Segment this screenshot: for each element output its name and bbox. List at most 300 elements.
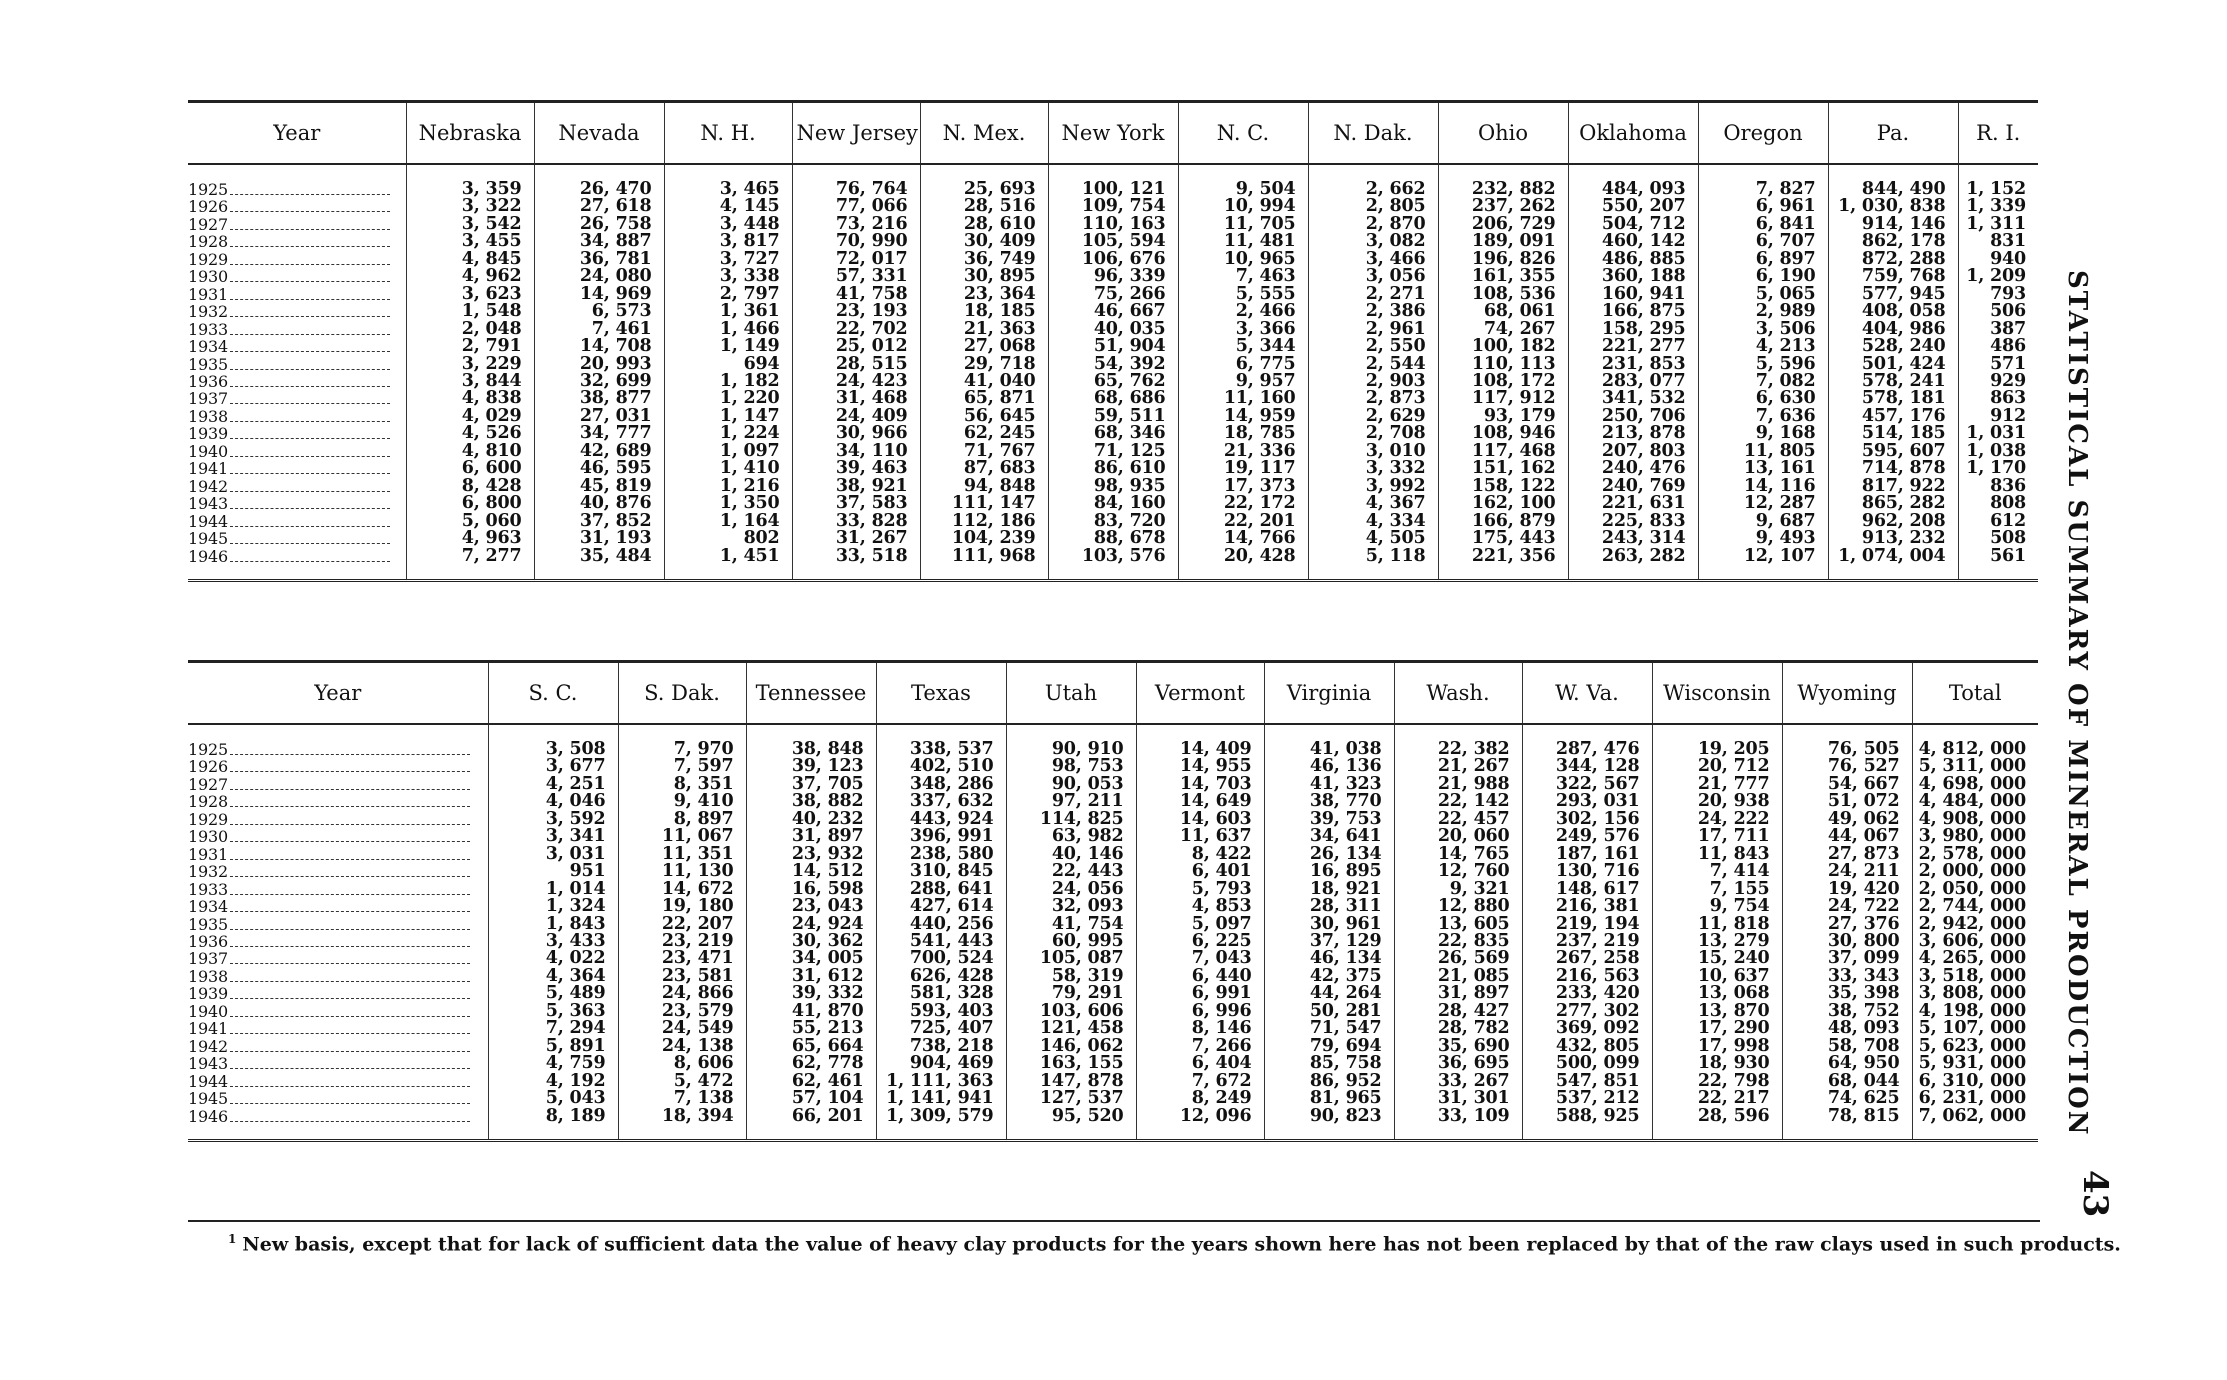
leader-dots [230, 428, 390, 439]
value-cell: 14, 959 [1178, 408, 1308, 425]
value-cell: 72, 017 [792, 251, 920, 268]
value-cell: 402, 510 [876, 758, 1006, 775]
value-cell: 23, 193 [792, 303, 920, 320]
table-row [188, 1038, 2038, 1055]
value-cell: 187, 161 [1522, 846, 1652, 863]
value-cell: 427, 614 [876, 898, 1006, 915]
value-cell: 914, 146 [1828, 216, 1958, 233]
value-cell: 12, 096 [1136, 1108, 1264, 1141]
leader-dots [230, 254, 390, 265]
value-cell: 547, 851 [1522, 1073, 1652, 1090]
column-header-year: Year [273, 121, 321, 145]
value-cell: 578, 241 [1828, 373, 1958, 390]
state-values-table-top [188, 100, 2038, 582]
value-cell: 432, 805 [1522, 1038, 1652, 1055]
value-cell: 22, 382 [1394, 724, 1522, 758]
value-cell: 3, 808, 000 [1912, 985, 2038, 1002]
value-cell: 10, 637 [1652, 968, 1782, 985]
value-cell: 1, 038 [1958, 443, 2038, 460]
value-cell: 36, 749 [920, 251, 1048, 268]
running-title [2062, 270, 2122, 1137]
value-cell: 4, 853 [1136, 898, 1264, 915]
value-cell: 50, 281 [1264, 1003, 1394, 1020]
value-cell: 443, 924 [876, 811, 1006, 828]
column-header: Wash. [1394, 662, 1522, 725]
table-row [188, 548, 2038, 581]
year-cell [188, 338, 406, 355]
value-cell: 3, 542 [406, 216, 534, 233]
value-cell: 19, 205 [1652, 724, 1782, 758]
value-cell: 20, 938 [1652, 793, 1782, 810]
year-cell [188, 425, 406, 442]
value-cell: 18, 185 [920, 303, 1048, 320]
value-cell: 3, 229 [406, 356, 534, 373]
value-cell: 2, 805 [1308, 198, 1438, 215]
value-cell: 40, 146 [1006, 846, 1136, 863]
value-cell: 41, 038 [1264, 724, 1394, 758]
year-label: 1945 [188, 530, 228, 548]
value-cell: 1, 149 [664, 338, 792, 355]
value-cell: 8, 428 [406, 478, 534, 495]
value-cell: 4, 046 [488, 793, 618, 810]
leader-dots [230, 341, 390, 352]
table-row [188, 758, 2038, 775]
value-cell: 21, 363 [920, 321, 1048, 338]
year-cell [188, 513, 406, 530]
value-cell: 4, 334 [1308, 513, 1438, 530]
value-cell: 22, 835 [1394, 933, 1522, 950]
value-cell: 577, 945 [1828, 286, 1958, 303]
value-cell: 85, 758 [1264, 1055, 1394, 1072]
value-cell: 5, 043 [488, 1090, 618, 1107]
value-cell: 5, 489 [488, 985, 618, 1002]
value-cell: 231, 853 [1568, 356, 1698, 373]
leader-dots [230, 184, 390, 195]
leader-dots [230, 306, 390, 317]
value-cell: 5, 931, 000 [1912, 1055, 2038, 1072]
table-row [188, 1090, 2038, 1107]
table-header-row [188, 662, 2038, 725]
value-cell: 38, 882 [746, 793, 876, 810]
value-cell: 5, 065 [1698, 286, 1828, 303]
value-cell: 38, 848 [746, 724, 876, 758]
value-cell: 4, 838 [406, 390, 534, 407]
year-cell [188, 286, 406, 303]
value-cell: 158, 122 [1438, 478, 1568, 495]
value-cell: 338, 537 [876, 724, 1006, 758]
year-label: 1935 [188, 355, 228, 373]
value-cell: 588, 925 [1522, 1108, 1652, 1141]
value-cell: 2, 870 [1308, 216, 1438, 233]
table-row [188, 513, 2038, 530]
value-cell: 21, 777 [1652, 776, 1782, 793]
value-cell: 41, 323 [1264, 776, 1394, 793]
value-cell: 26, 569 [1394, 950, 1522, 967]
year-cell [188, 828, 488, 845]
value-cell: 68, 686 [1048, 390, 1178, 407]
value-cell: 2, 942, 000 [1912, 916, 2038, 933]
value-cell: 25, 693 [920, 164, 1048, 198]
value-cell: 75, 266 [1048, 286, 1178, 303]
value-cell: 322, 567 [1522, 776, 1652, 793]
value-cell: 612 [1958, 513, 2038, 530]
value-cell: 189, 091 [1438, 233, 1568, 250]
leader-dots [230, 744, 470, 755]
value-cell: 2, 903 [1308, 373, 1438, 390]
value-cell: 41, 870 [746, 1003, 876, 1020]
value-cell: 62, 778 [746, 1055, 876, 1072]
year-label: 1936 [188, 932, 228, 951]
value-cell: 240, 769 [1568, 478, 1698, 495]
value-cell: 6, 404 [1136, 1055, 1264, 1072]
value-cell: 34, 110 [792, 443, 920, 460]
value-cell: 14, 672 [618, 881, 746, 898]
year-cell [188, 443, 406, 460]
value-cell: 2, 629 [1308, 408, 1438, 425]
value-cell: 7, 597 [618, 758, 746, 775]
value-cell: 162, 100 [1438, 495, 1568, 512]
table-row [188, 268, 2038, 285]
value-cell: 79, 291 [1006, 985, 1136, 1002]
value-cell: 344, 128 [1522, 758, 1652, 775]
value-cell: 49, 062 [1782, 811, 1912, 828]
value-cell: 2, 048 [406, 321, 534, 338]
value-cell: 14, 512 [746, 863, 876, 880]
value-cell: 37, 705 [746, 776, 876, 793]
value-cell: 484, 093 [1568, 164, 1698, 198]
value-cell: 6, 775 [1178, 356, 1308, 373]
value-cell: 4, 364 [488, 968, 618, 985]
value-cell: 33, 267 [1394, 1073, 1522, 1090]
value-cell: 86, 952 [1264, 1073, 1394, 1090]
table-row [188, 356, 2038, 373]
value-cell: 28, 516 [920, 198, 1048, 215]
table-row [188, 321, 2038, 338]
value-cell: 3, 465 [664, 164, 792, 198]
leader-dots [230, 516, 390, 527]
value-cell: 37, 099 [1782, 950, 1912, 967]
value-cell: 24, 423 [792, 373, 920, 390]
value-cell: 4, 265, 000 [1912, 950, 2038, 967]
column-header-year: Year [314, 681, 362, 705]
value-cell: 6, 573 [534, 303, 664, 320]
value-cell: 60, 995 [1006, 933, 1136, 950]
value-cell: 700, 524 [876, 950, 1006, 967]
value-cell: 5, 623, 000 [1912, 1038, 2038, 1055]
value-cell: 36, 781 [534, 251, 664, 268]
value-cell: 88, 678 [1048, 530, 1178, 547]
value-cell: 90, 053 [1006, 776, 1136, 793]
value-cell: 5, 891 [488, 1038, 618, 1055]
value-cell: 486 [1958, 338, 2038, 355]
value-cell: 4, 963 [406, 530, 534, 547]
value-cell: 2, 466 [1178, 303, 1308, 320]
value-cell: 3, 433 [488, 933, 618, 950]
value-cell: 387 [1958, 321, 2038, 338]
value-cell: 103, 576 [1048, 548, 1178, 581]
value-cell: 71, 125 [1048, 443, 1178, 460]
value-cell: 940 [1958, 251, 2038, 268]
value-cell: 7, 414 [1652, 863, 1782, 880]
column-header: Wisconsin [1652, 662, 1782, 725]
value-cell: 55, 213 [746, 1020, 876, 1037]
value-cell: 38, 877 [534, 390, 664, 407]
value-cell: 7, 636 [1698, 408, 1828, 425]
value-cell: 802 [664, 530, 792, 547]
value-cell: 7, 062, 000 [1912, 1108, 2038, 1141]
value-cell: 5, 363 [488, 1003, 618, 1020]
leader-dots [230, 919, 470, 930]
value-cell: 27, 068 [920, 338, 1048, 355]
value-cell: 127, 537 [1006, 1090, 1136, 1107]
column-header: N. Dak. [1308, 102, 1438, 165]
value-cell: 9, 754 [1652, 898, 1782, 915]
value-cell: 4, 759 [488, 1055, 618, 1072]
value-cell: 22, 207 [618, 916, 746, 933]
value-cell: 486, 885 [1568, 251, 1698, 268]
column-header: Oregon [1698, 102, 1828, 165]
value-cell: 148, 617 [1522, 881, 1652, 898]
value-cell: 39, 332 [746, 985, 876, 1002]
column-header: Nevada [534, 102, 664, 165]
value-cell: 38, 921 [792, 478, 920, 495]
value-cell: 7, 082 [1698, 373, 1828, 390]
value-cell: 8, 897 [618, 811, 746, 828]
value-cell: 104, 239 [920, 530, 1048, 547]
value-cell: 68, 346 [1048, 425, 1178, 442]
value-cell: 106, 676 [1048, 251, 1178, 268]
value-cell: 166, 875 [1568, 303, 1698, 320]
value-cell: 1, 014 [488, 881, 618, 898]
value-cell: 111, 147 [920, 495, 1048, 512]
value-cell: 17, 373 [1178, 478, 1308, 495]
value-cell: 3, 448 [664, 216, 792, 233]
year-cell [188, 321, 406, 338]
column-header: Texas [876, 662, 1006, 725]
column-header: N. Mex. [920, 102, 1048, 165]
value-cell: 216, 381 [1522, 898, 1652, 915]
table-row [188, 933, 2038, 950]
value-cell: 504, 712 [1568, 216, 1698, 233]
value-cell: 836 [1958, 478, 2038, 495]
year-label: 1938 [188, 967, 228, 986]
year-label: 1925 [188, 740, 228, 759]
value-cell: 35, 398 [1782, 985, 1912, 1002]
year-cell [188, 530, 406, 547]
value-cell: 46, 136 [1264, 758, 1394, 775]
value-cell: 1, 141, 941 [876, 1090, 1006, 1107]
year-cell [188, 724, 488, 758]
value-cell: 506 [1958, 303, 2038, 320]
value-cell: 11, 843 [1652, 846, 1782, 863]
value-cell: 17, 290 [1652, 1020, 1782, 1037]
year-cell [188, 950, 488, 967]
value-cell: 1, 111, 363 [876, 1073, 1006, 1090]
value-cell: 20, 428 [1178, 548, 1308, 581]
value-cell: 97, 211 [1006, 793, 1136, 810]
value-cell: 30, 895 [920, 268, 1048, 285]
value-cell: 62, 461 [746, 1073, 876, 1090]
value-cell: 2, 961 [1308, 321, 1438, 338]
value-cell: 26, 134 [1264, 846, 1394, 863]
value-cell: 508 [1958, 530, 2038, 547]
value-cell: 4, 505 [1308, 530, 1438, 547]
year-cell [188, 251, 406, 268]
footnote-rule [188, 1220, 2040, 1222]
value-cell: 3, 677 [488, 758, 618, 775]
value-cell: 27, 873 [1782, 846, 1912, 863]
value-cell: 46, 134 [1264, 950, 1394, 967]
year-cell [188, 846, 488, 863]
value-cell: 2, 550 [1308, 338, 1438, 355]
value-cell: 3, 606, 000 [1912, 933, 2038, 950]
value-cell: 237, 219 [1522, 933, 1652, 950]
value-cell: 1, 164 [664, 513, 792, 530]
value-cell: 237, 262 [1438, 198, 1568, 215]
value-cell: 158, 295 [1568, 321, 1698, 338]
value-cell: 96, 339 [1048, 268, 1178, 285]
value-cell: 1, 074, 004 [1828, 548, 1958, 581]
value-cell: 5, 107, 000 [1912, 1020, 2038, 1037]
value-cell: 221, 631 [1568, 495, 1698, 512]
leader-dots [230, 761, 470, 772]
value-cell: 8, 249 [1136, 1090, 1264, 1107]
value-cell: 18, 394 [618, 1108, 746, 1141]
value-cell: 40, 876 [534, 495, 664, 512]
value-cell: 6, 440 [1136, 968, 1264, 985]
value-cell: 3, 844 [406, 373, 534, 390]
value-cell: 87, 683 [920, 460, 1048, 477]
value-cell: 30, 362 [746, 933, 876, 950]
value-cell: 3, 455 [406, 233, 534, 250]
value-cell: 4, 526 [406, 425, 534, 442]
leader-dots [230, 1111, 470, 1122]
value-cell: 8, 606 [618, 1055, 746, 1072]
value-cell: 1, 843 [488, 916, 618, 933]
year-label: 1939 [188, 425, 228, 443]
value-cell: 714, 878 [1828, 460, 1958, 477]
value-cell: 221, 356 [1438, 548, 1568, 581]
year-cell [188, 776, 488, 793]
value-cell: 121, 458 [1006, 1020, 1136, 1037]
year-label: 1930 [188, 268, 228, 286]
value-cell: 561 [1958, 548, 2038, 581]
value-cell: 206, 729 [1438, 216, 1568, 233]
year-cell [188, 968, 488, 985]
table-row [188, 1020, 2038, 1037]
value-cell: 65, 664 [746, 1038, 876, 1055]
value-cell: 3, 056 [1308, 268, 1438, 285]
leader-dots [230, 936, 470, 947]
value-cell: 40, 035 [1048, 321, 1178, 338]
value-cell: 7, 277 [406, 548, 534, 581]
year-label: 1932 [188, 863, 228, 881]
value-cell: 9, 493 [1698, 530, 1828, 547]
value-cell: 369, 092 [1522, 1020, 1652, 1037]
year-label: 1931 [188, 285, 228, 304]
value-cell: 20, 060 [1394, 828, 1522, 845]
value-cell: 26, 470 [534, 164, 664, 198]
value-cell: 59, 511 [1048, 408, 1178, 425]
value-cell: 54, 667 [1782, 776, 1912, 793]
value-cell: 11, 705 [1178, 216, 1308, 233]
value-cell: 3, 980, 000 [1912, 828, 2038, 845]
value-cell: 593, 403 [876, 1003, 1006, 1020]
value-cell: 48, 093 [1782, 1020, 1912, 1037]
value-cell: 2, 271 [1308, 286, 1438, 303]
running-title-text: STATISTICAL SUMMARY OF MINERAL PRODUCTION [2062, 270, 2092, 1137]
value-cell: 4, 367 [1308, 495, 1438, 512]
year-label: 1937 [188, 390, 228, 408]
value-cell: 11, 637 [1136, 828, 1264, 845]
value-cell: 29, 718 [920, 356, 1048, 373]
value-cell: 725, 407 [876, 1020, 1006, 1037]
leader-dots [230, 498, 390, 509]
value-cell: 4, 845 [406, 251, 534, 268]
value-cell: 2, 050, 000 [1912, 881, 2038, 898]
value-cell: 1, 548 [406, 303, 534, 320]
value-cell: 39, 123 [746, 758, 876, 775]
year-label: 1933 [188, 320, 228, 339]
year-cell [188, 390, 406, 407]
value-cell: 24, 722 [1782, 898, 1912, 915]
value-cell: 51, 072 [1782, 793, 1912, 810]
value-cell: 10, 994 [1178, 198, 1308, 215]
leader-dots [230, 1023, 470, 1034]
value-cell: 110, 113 [1438, 356, 1568, 373]
leader-dots [230, 236, 390, 247]
value-cell: 3, 332 [1308, 460, 1438, 477]
value-cell: 28, 311 [1264, 898, 1394, 915]
value-cell: 78, 815 [1782, 1108, 1912, 1141]
value-cell: 14, 649 [1136, 793, 1264, 810]
value-cell: 1, 466 [664, 321, 792, 338]
table-row [188, 811, 2038, 828]
table-body [188, 724, 2038, 1140]
value-cell: 8, 351 [618, 776, 746, 793]
table-row [188, 724, 2038, 758]
value-cell: 460, 142 [1568, 233, 1698, 250]
value-cell: 759, 768 [1828, 268, 1958, 285]
value-cell: 310, 845 [876, 863, 1006, 880]
value-cell: 33, 343 [1782, 968, 1912, 985]
leader-dots [230, 796, 470, 807]
value-cell: 18, 930 [1652, 1055, 1782, 1072]
value-cell: 951 [488, 863, 618, 880]
value-cell: 62, 245 [920, 425, 1048, 442]
value-cell: 5, 097 [1136, 916, 1264, 933]
value-cell: 77, 066 [792, 198, 920, 215]
value-cell: 19, 420 [1782, 881, 1912, 898]
value-cell: 30, 409 [920, 233, 1048, 250]
column-header: Nebraska [406, 102, 534, 165]
year-label: 1943 [188, 1055, 228, 1073]
value-cell: 108, 172 [1438, 373, 1568, 390]
value-cell: 1, 361 [664, 303, 792, 320]
table-header-row [188, 102, 2038, 165]
value-cell: 1, 030, 838 [1828, 198, 1958, 215]
year-label: 1931 [188, 845, 228, 864]
value-cell: 28, 427 [1394, 1003, 1522, 1020]
year-cell [188, 478, 406, 495]
value-cell: 30, 800 [1782, 933, 1912, 950]
table-row [188, 233, 2038, 250]
value-cell: 65, 762 [1048, 373, 1178, 390]
value-cell: 1, 097 [664, 443, 792, 460]
column-header: New York [1048, 102, 1178, 165]
table-row [188, 425, 2038, 442]
table-row [188, 828, 2038, 845]
